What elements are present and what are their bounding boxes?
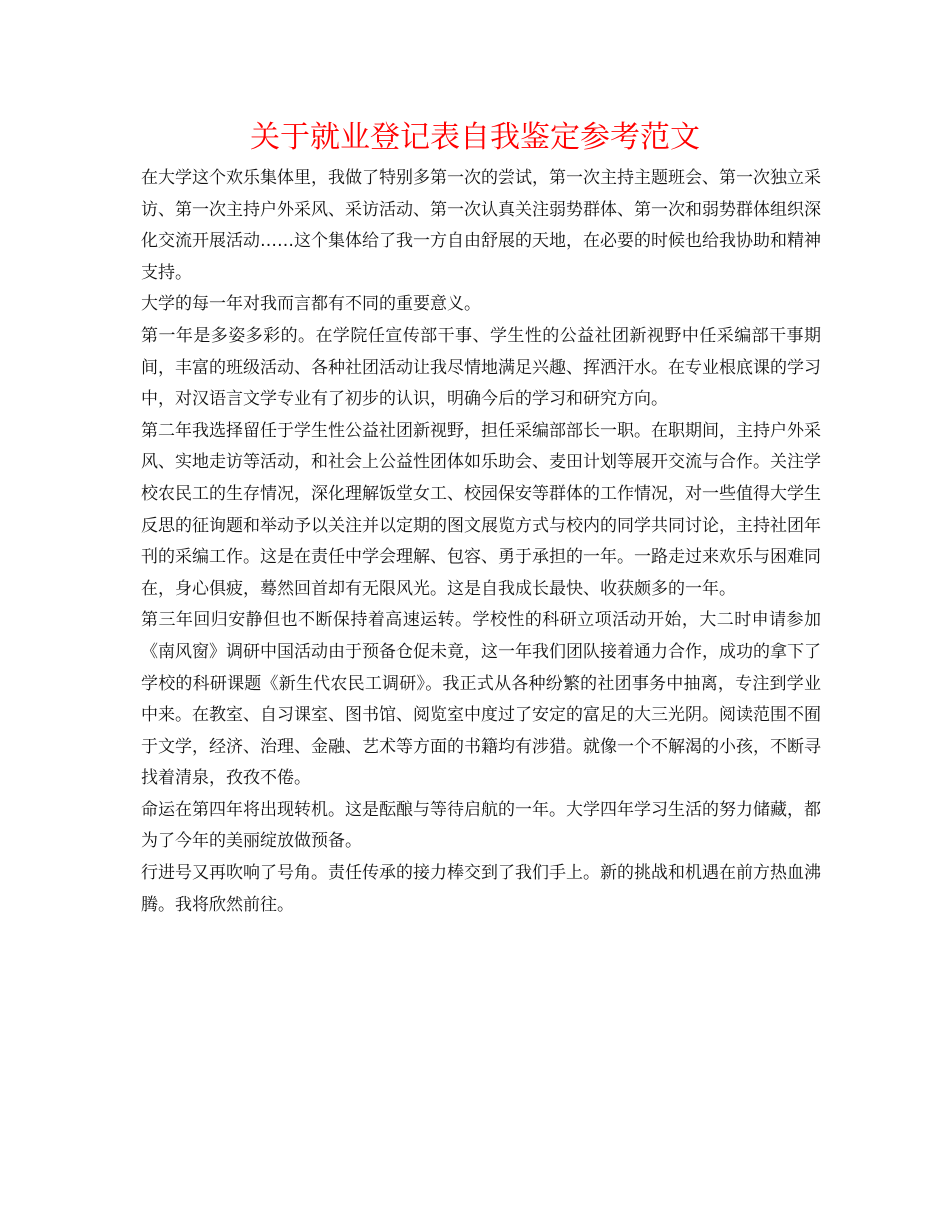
paragraph: 大学的每一年对我而言都有不同的重要意义。: [141, 294, 481, 315]
paragraph: 行进号又再吹响了号角。责任传承的接力棒交到了我们手上。新的挑战和机遇在前方热血沸腾。我将欣然前往。: [141, 863, 821, 915]
paragraph: 在大学这个欢乐集体里，我做了特别多第一次的尝试，第一次主持主题班会、第一次独立采访、第一次主持户外采风、采访活动、第一次认真关注弱势群体、第一次和弱势群体组织深化交流开展活动……这个集体给了我一方自由舒展的天地，在必要的时候也给我协助和精神支持。: [141, 168, 821, 283]
document-title: 关于就业登记表自我鉴定参考范文: [250, 120, 700, 155]
paragraph: 第二年我选择留任于学生性公益社团新视野，担任采编部部长一职。在职期间，主持户外采风、实地走访等活动，和社会上公益性团体如乐助会、麦田计划等展开交流与合作。关注学校农民工的生存情况，深化理解饭堂女工、校园保安等群体的工作情况，对一些值得大学生反思的征询题和举动予以关注并以定期的图文展览方式与校内的同学共同讨论，主持社团年刊的采编工作。这是在责任中学会理解、包容、勇于承担的一年。一路走过来欢乐与困难同在，身心俱疲，蓦然回首却有无限风光。这是自我成长最快、收获颇多的一年。: [141, 420, 821, 599]
paragraph: 第三年回归安静但也不断保持着高速运转。学校性的科研立项活动开始，大二时申请参加《南风窗》调研中国活动由于预备仓促未竟，这一年我们团队接着通力合作，成功的拿下了学校的科研课题《新生代农民工调研》。我正式从各种纷繁的社团事务中抽离，专注到学业中来。在教室、自习课室、图书馆、阅览室中度过了安定的富足的大三光阴。阅读范围不囿于文学，经济、治理、金融、艺术等方面的书籍均有涉猎。就像一个不解渴的小孩，不断寻找着清泉，孜孜不倦。: [141, 610, 821, 789]
paragraph: 第一年是多姿多彩的。在学院任宣传部干事、学生性的公益社团新视野中任采编部干事期间，丰富的班级活动、各种社团活动让我尽情地满足兴趣、挥洒汗水。在专业根底课的学习中，对汉语言文学专业有了初步的认识，明确今后的学习和研究方向。: [141, 325, 821, 410]
paragraph: 命运在第四年将出现转机。这是酝酿与等待启航的一年。大学四年学习生活的努力储藏，都为了今年的美丽绽放做预备。: [141, 799, 821, 852]
document-body: [141, 163, 821, 921]
